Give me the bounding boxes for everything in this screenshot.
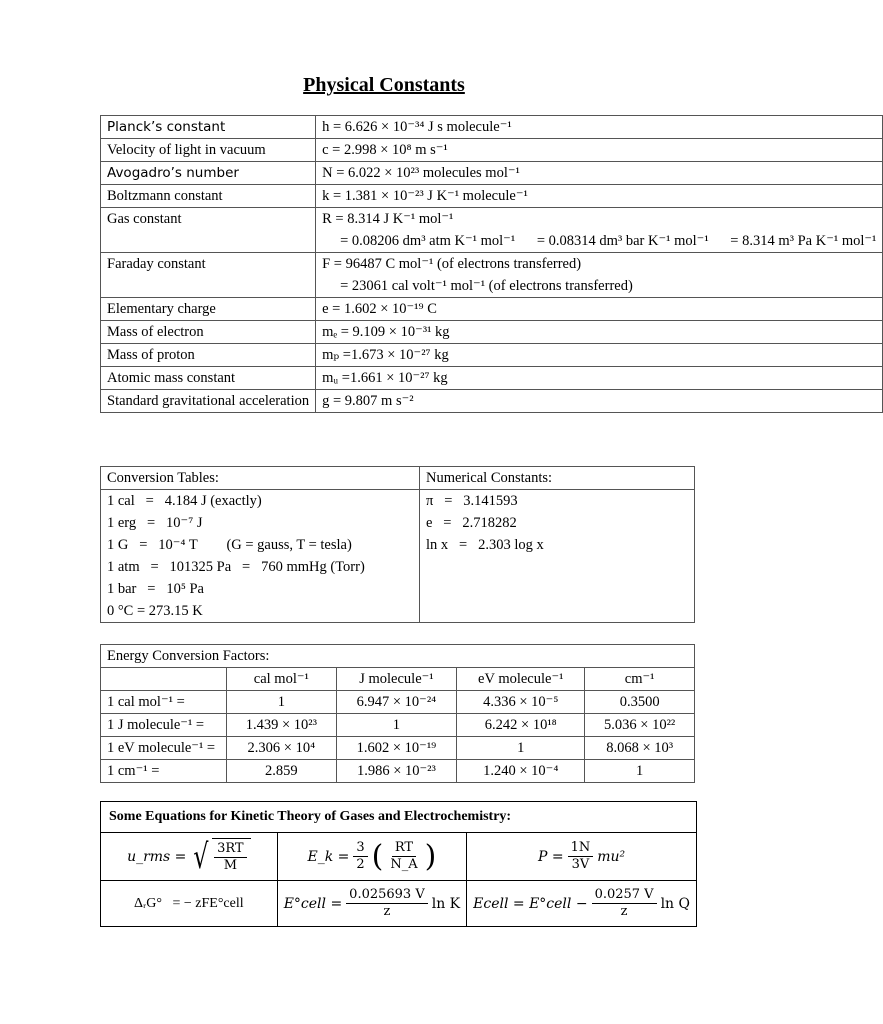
table-row <box>101 833 697 881</box>
table-row <box>101 802 697 833</box>
table-row <box>101 344 883 367</box>
energy-header: Energy Conversion Factors: <box>101 645 695 668</box>
constant-value: mᵤ =1.661 × 10⁻²⁷ kg <box>316 367 883 390</box>
table-row <box>101 116 883 139</box>
conversion-tables <box>100 466 695 623</box>
constant-value: N = 6.022 × 10²³ molecules mol⁻¹ <box>316 162 883 185</box>
constant-name: Boltzmann constant <box>101 185 316 208</box>
table-cell: 4.336 × 10⁻⁵ <box>457 691 585 714</box>
constant-name: Atomic mass constant <box>101 367 316 390</box>
table-cell: 6.947 × 10⁻²⁴ <box>336 691 457 714</box>
equations-header: Some Equations for Kinetic Theory of Gases and Electrochemistry: <box>101 802 697 833</box>
value-line: = 23061 cal volt⁻¹ mol⁻¹ (of electrons transferred) <box>340 278 633 294</box>
table-row <box>101 668 695 691</box>
equation-ek: E_k = $\frac{3}{2}$ ( $\frac{RT}{N\_A}$ ) <box>277 833 466 881</box>
constant-value: mₑ = 9.109 × 10⁻³¹ kg <box>316 321 883 344</box>
table-row <box>101 162 883 185</box>
numerical-line: π = 3.141593 <box>426 493 518 509</box>
table-cell: 8.068 × 10³ <box>585 737 695 760</box>
value-line: = 8.314 m³ Pa K⁻¹ mol⁻¹ <box>730 233 877 249</box>
equation-pressure <box>467 833 697 881</box>
constant-value: k = 1.381 × 10⁻²³ J K⁻¹ molecule⁻¹ <box>316 185 883 208</box>
equation-lhs: E°cell = <box>283 895 343 912</box>
constant-value: e = 1.602 × 10⁻¹⁹ C <box>316 298 883 321</box>
table-row <box>101 253 883 298</box>
equation-rest: mu² <box>597 848 626 865</box>
column-header: eV molecule⁻¹ <box>457 668 585 691</box>
constant-name: Faraday constant <box>101 253 316 298</box>
equation-ecell-q <box>467 881 697 927</box>
table-row <box>101 185 883 208</box>
equation-lhs: u_rms = <box>127 848 187 865</box>
equation-ecell-k <box>277 881 466 927</box>
fraction-denominator: 3V <box>571 857 590 872</box>
corner-cell <box>101 668 227 691</box>
fraction-numerator: 3RT <box>214 841 247 858</box>
constant-name: Gas constant <box>101 208 316 253</box>
constant-name: Velocity of light in vacuum <box>101 139 316 162</box>
equation-urms <box>101 833 278 881</box>
constant-name: Planck’s constant <box>101 116 316 139</box>
table-row <box>101 321 883 344</box>
row-label: 1 J molecule⁻¹ = <box>101 714 227 737</box>
table-row <box>101 691 695 714</box>
constant-name: Avogadro’s number <box>101 162 316 185</box>
fraction-denominator: z <box>620 904 628 919</box>
table-cell: 1 <box>457 737 585 760</box>
table-row <box>101 737 695 760</box>
constant-value <box>316 253 883 298</box>
table-row <box>101 645 695 668</box>
table-cell: 1 <box>227 691 337 714</box>
fraction-numerator: RT <box>392 840 416 857</box>
fraction-denominator: N_A <box>390 857 418 872</box>
equation-gibbs <box>101 881 278 927</box>
equation-lhs: Ecell = E°cell − <box>473 895 588 912</box>
table-row <box>101 467 695 490</box>
value-line: R = 8.314 J K⁻¹ mol⁻¹ <box>322 211 454 227</box>
table-cell: 1 <box>336 714 457 737</box>
fraction-denominator: M <box>223 857 237 873</box>
numerical-line: e = 2.718282 <box>426 515 517 531</box>
table-cell: 2.859 <box>227 760 337 783</box>
constant-value: c = 2.998 × 10⁸ m s⁻¹ <box>316 139 883 162</box>
table-row <box>101 208 883 253</box>
conversion-line: 1 bar = 10⁵ Pa <box>107 581 204 597</box>
conversion-line: 1 cal = 4.184 J (exactly) <box>107 493 262 509</box>
equation-rest: ln K <box>431 895 461 912</box>
conversion-line: 1 atm = 101325 Pa = 760 mmHg (Torr) <box>107 559 365 575</box>
table-cell: 0.3500 <box>585 691 695 714</box>
conversion-list <box>101 490 420 623</box>
energy-conversion-table <box>100 644 695 783</box>
numerical-list <box>420 490 695 623</box>
table-cell: 1.602 × 10⁻¹⁹ <box>336 737 457 760</box>
constant-value: g = 9.807 m s⁻² <box>316 390 883 413</box>
fraction-denominator: 2 <box>356 857 365 872</box>
equation-lhs: P = <box>537 848 564 865</box>
table-row <box>101 760 695 783</box>
table-cell: 1.240 × 10⁻⁴ <box>457 760 585 783</box>
table-row <box>101 298 883 321</box>
equation-text: ΔᵣG° = − zFE°cell <box>134 896 244 911</box>
value-line: = 0.08206 dm³ atm K⁻¹ mol⁻¹ <box>340 233 516 249</box>
value-line: = 0.08314 dm³ bar K⁻¹ mol⁻¹ <box>536 233 709 249</box>
sqrt-icon: √ $\frac{3RT}{M}$ <box>190 838 250 876</box>
constant-value <box>316 208 883 253</box>
column-header: cm⁻¹ <box>585 668 695 691</box>
table-row <box>101 367 883 390</box>
constant-name: Mass of proton <box>101 344 316 367</box>
value-line: F = 96487 C mol⁻¹ (of electrons transferred) <box>322 256 582 272</box>
table-cell: 2.306 × 10⁴ <box>227 737 337 760</box>
table-cell: 1 <box>585 760 695 783</box>
equation-lhs: E_k = <box>307 848 350 865</box>
numerical-header: Numerical Constants: <box>420 467 695 490</box>
equations-table <box>100 801 697 927</box>
row-label: 1 cal mol⁻¹ = <box>101 691 227 714</box>
constant-value: h = 6.626 × 10⁻³⁴ J s molecule⁻¹ <box>316 116 883 139</box>
physical-constants-table <box>100 115 883 413</box>
table-row <box>101 490 695 623</box>
constant-name: Standard gravitational acceleration <box>101 390 316 413</box>
fraction-numerator: 1N <box>568 840 594 857</box>
fraction-numerator: 0.025693 V <box>346 887 428 904</box>
row-label: 1 cm⁻¹ = <box>101 760 227 783</box>
table-row <box>101 139 883 162</box>
table-row <box>101 390 883 413</box>
table-cell: 1.439 × 10²³ <box>227 714 337 737</box>
page-title: Physical Constants <box>303 74 465 96</box>
conversion-line: 1 erg = 10⁻⁷ J <box>107 515 203 531</box>
conversion-line: 1 G = 10⁻⁴ T (G = gauss, T = tesla) <box>107 537 352 553</box>
table-row <box>101 714 695 737</box>
column-header: J molecule⁻¹ <box>336 668 457 691</box>
constant-name: Elementary charge <box>101 298 316 321</box>
fraction-numerator: 0.0257 V <box>592 887 657 904</box>
constant-value: mₚ =1.673 × 10⁻²⁷ kg <box>316 344 883 367</box>
table-row <box>101 881 697 927</box>
column-header: cal mol⁻¹ <box>227 668 337 691</box>
row-label: 1 eV molecule⁻¹ = <box>101 737 227 760</box>
table-cell: 5.036 × 10²² <box>585 714 695 737</box>
table-cell: 6.242 × 10¹⁸ <box>457 714 585 737</box>
fraction-denominator: z <box>383 904 391 919</box>
table-cell: 1.986 × 10⁻²³ <box>336 760 457 783</box>
fraction-numerator: 3 <box>353 840 367 857</box>
constant-name: Mass of electron <box>101 321 316 344</box>
numerical-line: ln x = 2.303 log x <box>426 537 544 553</box>
equation-rest: ln Q <box>660 895 690 912</box>
conversion-line: 0 °C = 273.15 K <box>107 603 203 619</box>
conversion-header: Conversion Tables: <box>101 467 420 490</box>
